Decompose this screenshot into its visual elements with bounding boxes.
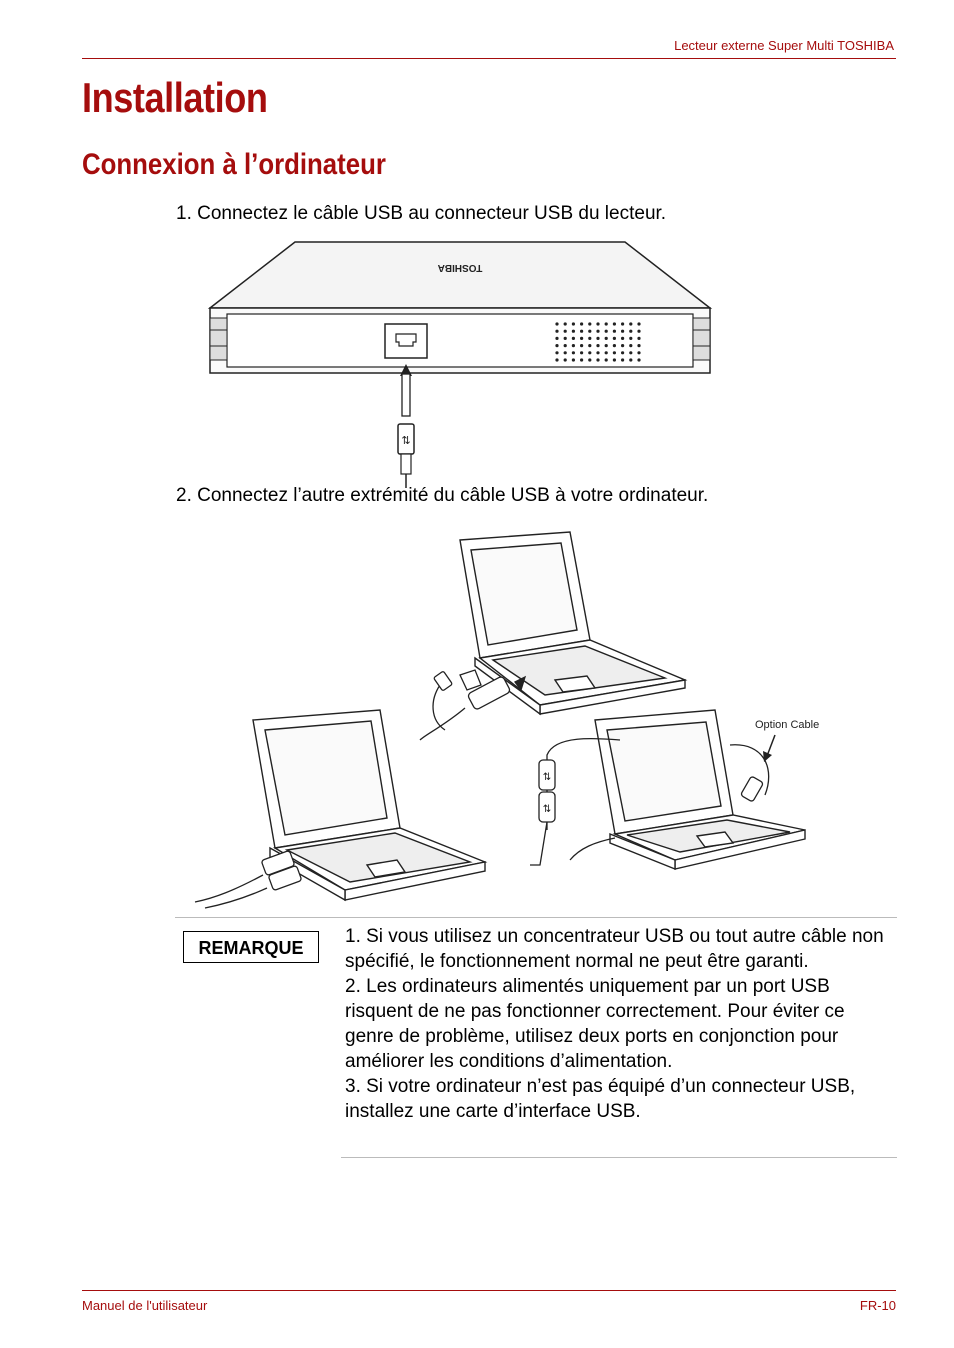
step-1: 1. Connectez le câble USB au connecteur USB du lecteur. [176,203,667,224]
header-rule [82,58,896,59]
section-title: Connexion à l’ordinateur [82,148,386,181]
note-item: 1. Si vous utilisez un concentrateur USB ou tout autre câble non spécifié, le fonctionnement normal ne peut être garanti. [345,926,884,972]
footer-rule [82,1290,896,1291]
note-body [345,924,897,1124]
step-2: 2. Connectez l’autre extrémité du câble USB à votre ordinateur. [176,485,709,506]
svg-text:⇅: ⇅ [542,772,552,783]
note-item: 3. Si votre ordinateur n’est pas équipé d’un connecteur USB, installez une carte d’interface USB. [345,1076,856,1122]
laptops-usb-figure [175,530,830,910]
drive-logo: TOSHIBA [437,262,483,273]
usb-cable-left [195,850,302,908]
page-number: FR-10 [859,1298,896,1313]
svg-text:⇅: ⇅ [542,804,552,815]
footer-manual-title: Manuel de l'utilisateur [82,1298,208,1313]
note-item: 2. Les ordinateurs alimentés uniquement par un port USB risquent de ne pas fonctionner correctement. Pour éviter ce genre de problème, utilisez deux ports en conjonction pour améliorer les conditions d’alimentation. [345,976,845,1072]
note-bottom-rule [341,1157,897,1158]
note-label: REMARQUE [183,931,319,963]
running-header: Lecteur externe Super Multi TOSHIBA [674,38,894,53]
usb-port-icon [385,324,427,358]
note-top-rule [175,917,897,918]
page-title: Installation [82,74,268,121]
svg-text:⇅: ⇅ [401,435,411,447]
laptop-right-icon [595,710,805,869]
option-cable-callout: Option Cable [755,719,820,731]
drive-usb-figure [205,238,715,488]
